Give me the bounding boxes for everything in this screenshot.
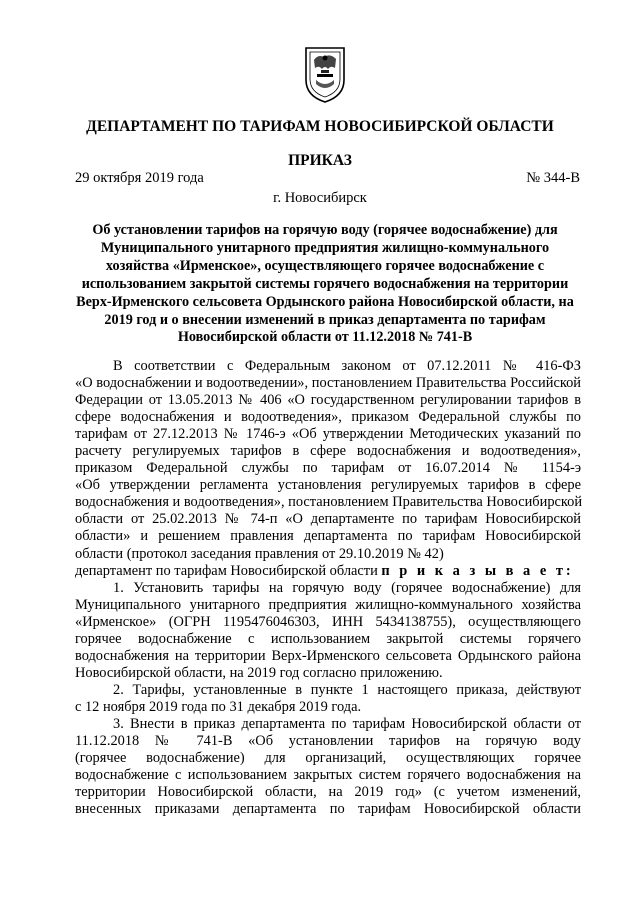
body-line: «О водоснабжении и водоотведении», постановлением Правительства Российской (75, 375, 581, 392)
body-line: тарифам от 27.12.2013 № 1746-э «Об утверждении Методических указаний по (75, 426, 581, 443)
body-line: В соответствии с Федеральным законом от 07.12.2011 № 416-ФЗ (113, 358, 581, 374)
order-body (75, 358, 581, 818)
body-line: 11.12.2018 № 741-В «Об установлении тарифов на горячую воду (75, 733, 581, 750)
body-line: области от 25.02.2013 № 74-п «О департаменте по тарифам Новосибирской (75, 511, 581, 528)
coat-of-arms-emblem (300, 44, 350, 104)
body-line: 1. Установить тарифы на горячую воду (горячее водоснабжение) для (113, 579, 581, 596)
orders-line (75, 563, 581, 580)
body-line: водоснабжения и водоотведения», постановлением Правительства Новосибирской (75, 494, 583, 511)
body-line: сфере водоснабжения и водоотведения», приказом Федеральной службы по (75, 409, 581, 426)
document-type: ПРИКАЗ (288, 152, 352, 169)
body-line: территории Новосибирской области, на 2019 год» (с учетом изменений, (75, 784, 581, 801)
body-line: (горячее водоснабжение) для организаций, осуществляющих горячее (75, 750, 581, 767)
city-name: г. Новосибирск (273, 190, 367, 206)
orders-line-text: департамент по тарифам Новосибирской области (75, 562, 378, 579)
title-line: использованием закрытой системы горячего водоснабжения на территории (81, 275, 569, 292)
body-line: области (протокол заседания правления от 29.10.2019 № 42) (75, 545, 444, 562)
order-title (75, 222, 575, 347)
body-line: 3. Внести в приказ департамента по тарифам Новосибирской области от (113, 715, 581, 732)
title-line: хозяйства «Ирменское», осуществляющего горячее водоснабжение с (105, 257, 545, 274)
body-line: внесенных приказами департамента по тарифам Новосибирской области (75, 801, 581, 818)
body-line: Муниципального унитарного предприятия жилищно-коммунального хозяйства (75, 596, 581, 613)
body-line: 2. Тарифы, установленные в пункте 1 настоящего приказа, действуют (113, 681, 581, 698)
body-line: Новосибирской области, на 2019 год согласно приложению. (75, 664, 443, 681)
body-line: водоснабжения на территории Верх-Ирменского сельсовета Ордынского района (75, 647, 581, 664)
title-line: Об установлении тарифов на горячую воду (горячее водоснабжение) для (92, 222, 558, 238)
body-line: расчету регулируемых тарифов в сфере водоснабжения и водоотведения», (75, 443, 581, 460)
body-line: приказом Федеральной службы по тарифам от 16.07.2014 № 1154-э (75, 460, 581, 477)
orders-word: п р и к а з ы в а е т: (381, 562, 574, 579)
body-line: «Об утверждении регламента установления регулируемых тарифов в сфере (75, 477, 581, 494)
department-name: ДЕПАРТАМЕНТ ПО ТАРИФАМ НОВОСИБИРСКОЙ ОБЛАСТИ (86, 118, 554, 135)
title-line: Муниципального унитарного предприятия жилищно-коммунального (100, 239, 550, 256)
order-number: № 344-В (526, 170, 580, 186)
title-line: Верх-Ирменского сельсовета Ордынского района Новосибирской области, на (76, 293, 574, 310)
body-line: горячее водоснабжение с использованием закрытой системы горячего (75, 630, 581, 647)
title-line: Новосибирской области от 11.12.2018 № 741-В (177, 329, 473, 346)
body-line: области» и решением правления департамента по тарифам Новосибирской (75, 528, 581, 545)
order-date: 29 октября 2019 года (75, 170, 204, 186)
body-line: водоснабжение с использованием закрытых систем горячего водоснабжения на (75, 767, 581, 784)
title-line: 2019 год и о внесении изменений в приказ департамента по тарифам (104, 311, 546, 328)
body-line: с 12 ноября 2019 года по 31 декабря 2019 года. (75, 698, 362, 715)
body-line: Федерации от 13.05.2013 № 406 «О государственном регулировании тарифов в (75, 392, 581, 409)
body-line: «Ирменское» (ОГРН 1195476046303, ИНН 5434138755), осуществляющего (75, 613, 581, 630)
